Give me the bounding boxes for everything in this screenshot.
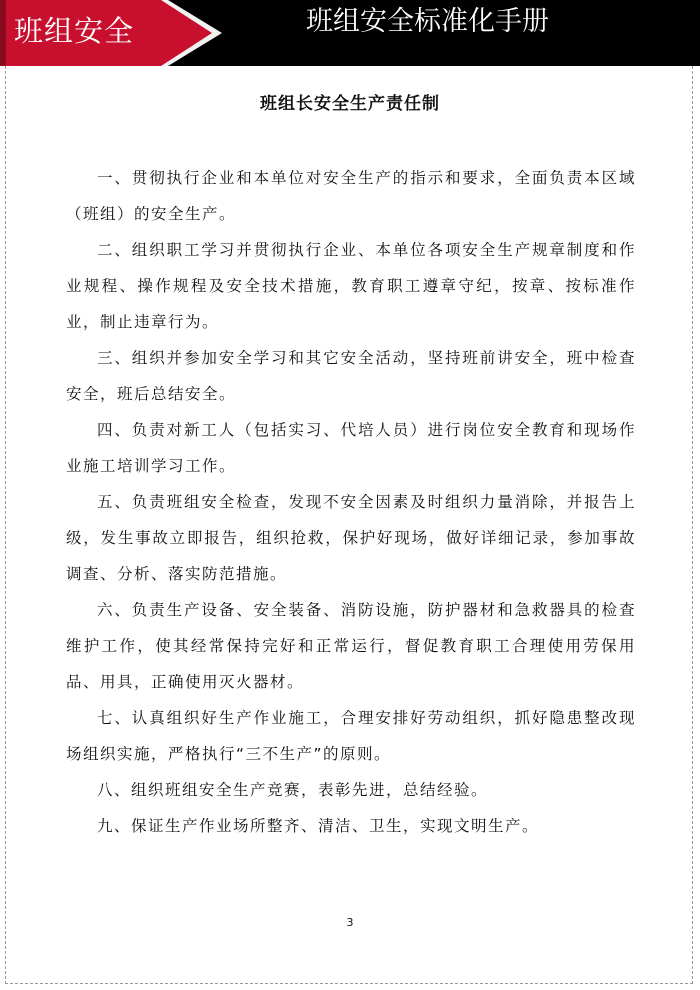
responsibility-item-6: 六、负责生产设备、安全装备、消防设施，防护器材和急救器具的检查维护工作，使其经常保持完好和正常运行，督促教育职工合理使用劳保用品、用具，正确使用灭火器材。 [66, 601, 636, 691]
document-body [66, 160, 636, 844]
document-title: 班组长安全生产责任制 [260, 94, 440, 114]
section-tag [0, 0, 222, 66]
handbook-title: 班组安全标准化手册 [306, 6, 549, 37]
section-tag-label: 班组安全 [14, 14, 135, 48]
responsibility-item-4: 四、负责对新工人（包括实习、代培人员）进行岗位安全教育和现场作业施工培训学习工作。 [66, 421, 636, 475]
responsibility-item-9: 九、保证生产作业场所整齐、清洁、卫生，实现文明生产。 [97, 817, 540, 835]
responsibility-item-1: 一、贯彻执行企业和本单位对安全生产的指示和要求，全面负责本区域（班组）的安全生产。 [66, 169, 636, 223]
responsibility-item-8: 八、组织班组安全生产竞赛，表彰先进，总结经验。 [97, 781, 489, 799]
responsibility-item-5: 五、负责班组安全检查，发现不安全因素及时组织力量消除，并报告上级，发生事故立即报告，组织抢救，保护好现场，做好详细记录，参加事故调查、分析、落实防范措施。 [66, 493, 636, 583]
page-header [0, 0, 700, 66]
responsibility-item-3: 三、组织并参加安全学习和其它安全活动，坚持班前讲安全，班中检查安全，班后总结安全。 [66, 349, 636, 403]
responsibility-item-7: 七、认真组织好生产作业施工，合理安排好劳动组织，抓好隐患整改现场组织实施，严格执行“三不生产”的原则。 [66, 709, 636, 763]
page-number: 3 [346, 916, 354, 929]
responsibility-item-2: 二、组织职工学习并贯彻执行企业、本单位各项安全生产规章制度和作业规程、操作规程及安全技术措施，教育职工遵章守纪，按章、按标准作业，制止违章行为。 [66, 241, 636, 331]
